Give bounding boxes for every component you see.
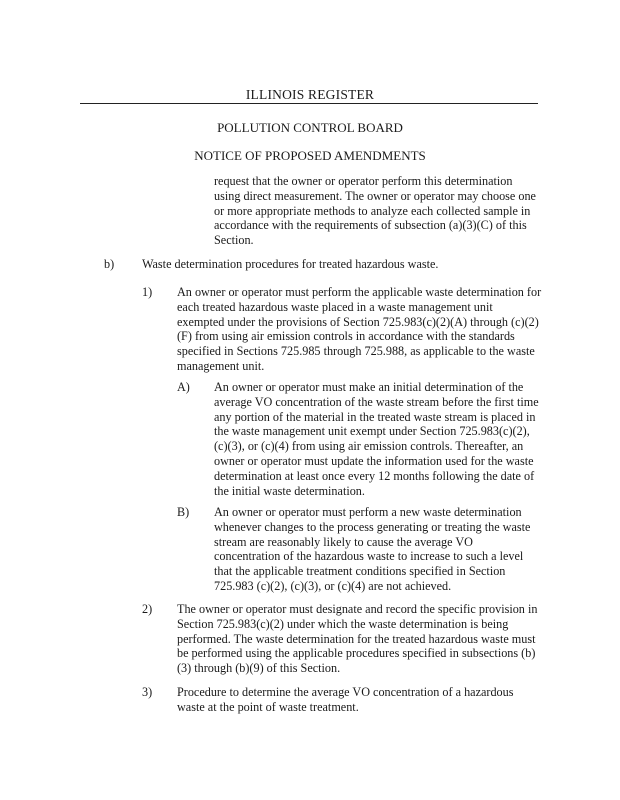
agency-title: POLLUTION CONTROL BOARD [217,120,403,135]
item-A-label: A) [177,380,190,394]
item-2-text: The owner or operator must designate and record the specific provision in Section 725.983(c)(2) under which the waste determination is being performed. The waste determination for the treated hazardous waste must be performed using the applicable procedures specified in subsections (b)(3) through (b)(9) of this Section. [177,602,538,676]
item-2-label: 2) [142,602,153,616]
register-title: ILLINOIS REGISTER [245,87,375,102]
header-rule [80,103,538,104]
section-b-label: b) [104,257,115,271]
notice-title: NOTICE OF PROPOSED AMENDMENTS [194,148,426,163]
item-3-text: Procedure to determine the average VO concentration of a hazardous waste at the point of waste treatment. [177,685,514,714]
section-b-heading: Waste determination procedures for treated hazardous waste. [142,257,439,271]
item-1-label: 1) [142,285,153,299]
item-1-text: An owner or operator must perform the applicable waste determination for each treated hazardous waste placed in a waste management unit exempted under the provisions of Section 725.983(c)(2)(A) through (c)(2)(F) from using air emission controls in accordance with the standards specified in Sections 725.985 through 725.988, as applicable to the waste management unit. [177,285,542,373]
item-3-label: 3) [142,685,153,699]
item-B-text: An owner or operator must perform a new waste determination whenever changes to the process generating or treating the waste stream are reasonably likely to cause the average VO concentration of the hazardous waste to increase to such a level that the applicable treatment conditions specified in Section 725.983 (c)(2), (c)(3), or (c)(4) are not achieved. [214,505,531,593]
item-A-text: An owner or operator must make an initial determination of the average VO concentration of the waste stream before the first time any portion of the material in the treated waste stream is placed in the waste management unit exempt under Section 725.983(c)(2), (c)(3), or (c)(4) from using air emission controls. Thereafter, an owner or operator must update the information used for the waste determination at least once every 12 months following the date of the initial waste determination. [214,380,539,498]
item-B-label: B) [177,505,190,519]
continued-paragraph: request that the owner or operator perform this determination using direct measurement. The owner or operator may choose one or more appropriate methods to analyze each collected sample in accordance with the requirements of subsection (a)(3)(C) of this Section. [214,174,536,248]
